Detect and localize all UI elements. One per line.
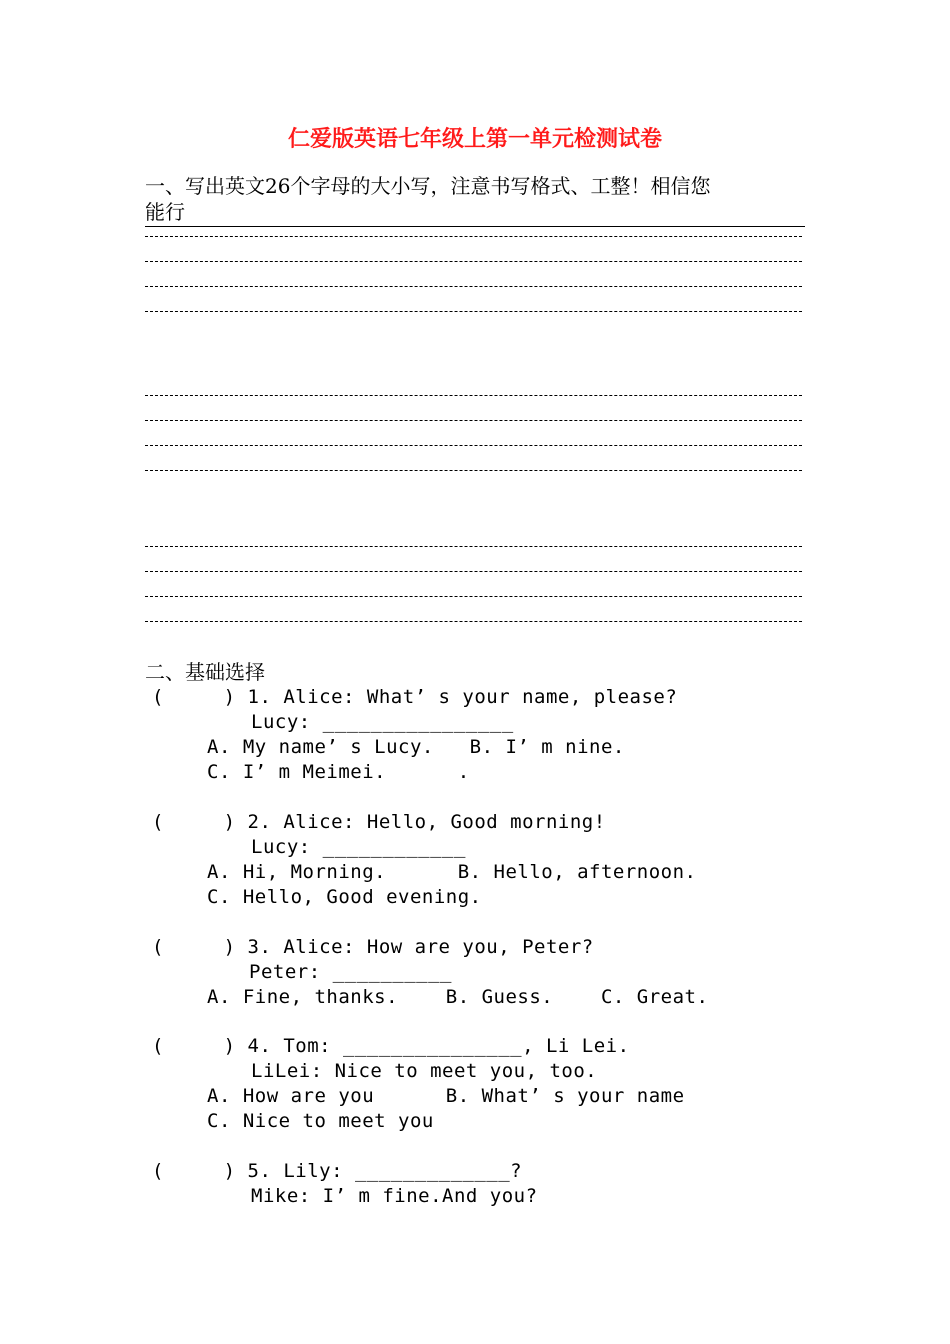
writing-line: [145, 236, 802, 237]
question-2-options-c: C. Hello, Good evening.: [207, 886, 482, 908]
question-3-stem: ( ) 3. Alice: How are you, Peter?: [152, 936, 594, 958]
question-2-options-a: A. Hi, Morning. B. Hello, afternoon.: [207, 861, 697, 883]
question-1-options-c: C. I’ m Meimei. .: [207, 761, 470, 783]
writing-line: [145, 546, 802, 547]
section1-heading-cont: 能行: [145, 200, 185, 224]
writing-line: [145, 470, 802, 471]
question-1-stem: ( ) 1. Alice: What’ s your name, please?: [152, 686, 678, 708]
writing-line: [145, 621, 802, 622]
writing-line: [145, 420, 802, 421]
question-5-reply: Mike: I’ m fine.And you?: [251, 1185, 538, 1207]
question-2-stem: ( ) 2. Alice: Hello, Good morning!: [152, 811, 606, 833]
question-4-options-c: C. Nice to meet you: [207, 1110, 434, 1132]
question-5-stem: ( ) 5. Lily: _____________?: [152, 1160, 523, 1182]
question-4-options-a: A. How are you B. What’ s your name: [207, 1085, 685, 1107]
writing-line: [145, 311, 802, 312]
writing-line: [145, 261, 802, 262]
writing-line: [145, 286, 802, 287]
writing-line: [145, 571, 802, 572]
page-title: 仁爱版英语七年级上第一单元检测试卷: [287, 126, 662, 152]
question-1-reply: Lucy: ________________: [251, 711, 514, 733]
question-4-stem: ( ) 4. Tom: _______________, Li Lei.: [152, 1035, 630, 1057]
question-1-options-a: A. My name’ s Lucy. B. I’ m nine.: [207, 736, 625, 758]
heading-rule: [145, 226, 805, 227]
writing-line: [145, 395, 802, 396]
writing-line: [145, 445, 802, 446]
question-3-reply: Peter: __________: [249, 961, 452, 983]
section1-heading: 一、写出英文26个字母的大小写，注意书写格式、工整！相信您: [145, 174, 711, 198]
section2-heading: 二、基础选择: [145, 660, 265, 684]
question-3-options: A. Fine, thanks. B. Guess. C. Great.: [207, 986, 709, 1008]
writing-line: [145, 596, 802, 597]
question-2-reply: Lucy: ____________: [251, 836, 466, 858]
question-4-reply: LiLei: Nice to meet you, too.: [251, 1060, 598, 1082]
